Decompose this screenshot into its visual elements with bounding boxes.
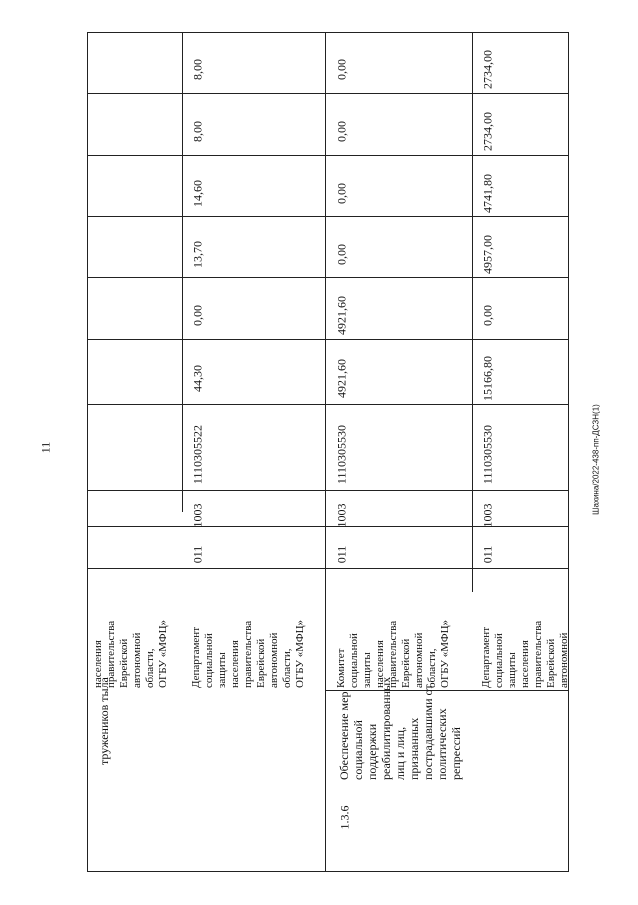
total-cell: 44,30 — [190, 365, 205, 392]
page-number: 11 — [38, 441, 53, 454]
year-cell: 14,60 — [190, 180, 205, 207]
column-separator — [87, 568, 569, 569]
grbs-cell: 011 — [334, 545, 349, 564]
grbs-cell: 011 — [480, 545, 495, 564]
year-cell: 0,00 — [334, 121, 349, 142]
csr-cell: 1110305530 — [334, 424, 349, 485]
column-separator — [87, 155, 569, 156]
document-code: Шахина/2022-438-пп-ДСЗН(1) — [591, 404, 601, 515]
year-cell: 0,00 — [334, 183, 349, 204]
row-name-cell: Обеспечение мер социальной поддержки реабилитированных лиц и лиц, признанных пострадавшими от политических репрессий — [337, 676, 463, 780]
column-separator — [87, 404, 569, 405]
row-separator — [325, 32, 326, 872]
csr-cell: 1110305530 — [480, 424, 495, 485]
row-separator — [472, 32, 473, 592]
row-name-cell: тружеников тыла — [97, 677, 111, 765]
rzpr-cell: 1003 — [480, 503, 495, 528]
column-separator — [87, 277, 569, 278]
total-cell: 15166,80 — [480, 356, 495, 401]
row-separator — [182, 32, 183, 512]
executor-cell: Департамент социальной защиты населения правительства Еврейской автономной — [480, 620, 570, 688]
year-cell: 0,00 — [190, 305, 205, 326]
year-cell: 4957,00 — [480, 235, 495, 274]
year-cell: 0,00 — [334, 244, 349, 265]
table-border-top — [87, 32, 569, 33]
year-cell: 2734,00 — [480, 50, 495, 89]
table-border-left — [87, 32, 88, 872]
executor-cell: населения правительства Еврейской автономной области, ОГБУ «МФЦ» — [92, 619, 169, 688]
year-cell: 8,00 — [190, 59, 205, 80]
table-border-bottom — [87, 871, 569, 872]
column-separator — [87, 526, 569, 527]
table-border-right — [568, 32, 569, 872]
column-separator — [87, 216, 569, 217]
year-cell: 8,00 — [190, 121, 205, 142]
executor-cell: Департамент социальной защиты населения правительства Еврейской автономной области, ОГБУ «МФЦ» — [190, 619, 306, 688]
column-separator — [87, 93, 569, 94]
csr-cell: 1110305522 — [190, 424, 205, 485]
grbs-cell: 011 — [190, 545, 205, 564]
column-separator — [87, 339, 569, 340]
total-cell: 4921,60 — [334, 359, 349, 398]
year-cell: 4921,60 — [334, 296, 349, 335]
year-cell: 0,00 — [334, 59, 349, 80]
year-cell: 13,70 — [190, 241, 205, 268]
year-cell: 2734,00 — [480, 112, 495, 151]
executor-cell: Комитет социальной защиты населения правительства Еврейской автономной области, ОГБУ «МФЦ» — [335, 619, 451, 688]
row-number-cell: 1.3.6 — [337, 805, 352, 830]
year-cell: 0,00 — [480, 305, 495, 326]
column-separator — [87, 490, 569, 491]
rzpr-cell: 1003 — [334, 503, 349, 528]
rzpr-cell: 1003 — [190, 503, 205, 528]
year-cell: 4741,80 — [480, 174, 495, 213]
